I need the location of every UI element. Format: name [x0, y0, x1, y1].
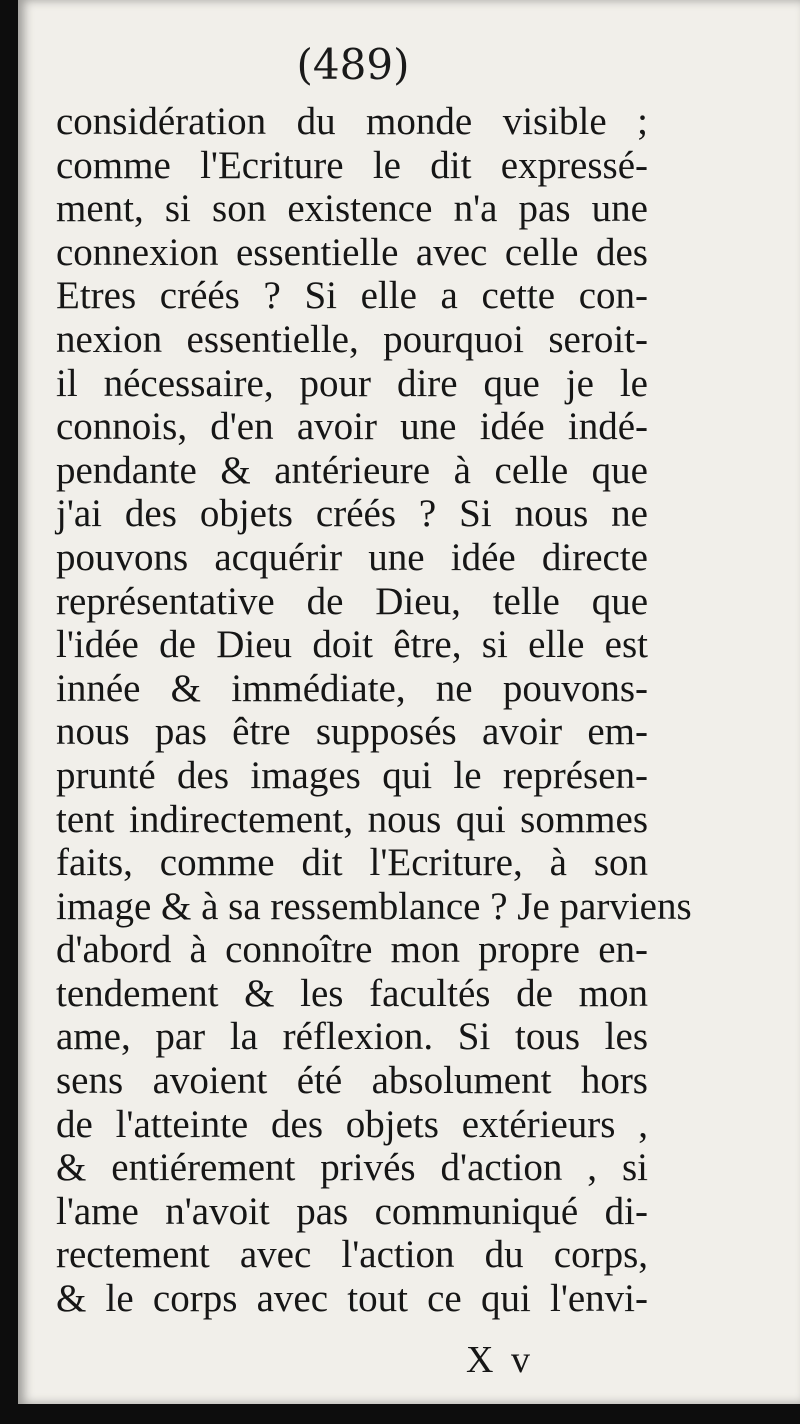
text-line: Etres créés ? Si elle a cette con- — [56, 274, 648, 318]
text-line: il nécessaire, pour dire que je le — [56, 361, 648, 405]
text-line: & le corps avec tout ce qui l'envi- — [56, 1277, 648, 1321]
text-line: nous pas être supposés avoir em- — [56, 710, 648, 754]
text-line: représentative de Dieu, telle que — [56, 579, 648, 623]
text-line: sens avoient été absolument hors — [56, 1059, 648, 1103]
text-line: ment, si son existence n'a pas une — [56, 187, 648, 231]
text-line: pendante & antérieure à celle que — [56, 448, 648, 492]
printer-signature-mark: X v — [466, 1339, 534, 1381]
text-line: l'idée de Dieu doit être, si elle est — [56, 623, 648, 667]
text-line: pouvons acquérir une idée directe — [56, 535, 648, 579]
text-line: innée & immédiate, ne pouvons- — [56, 666, 648, 710]
text-line: comme l'Ecriture le dit expressé- — [56, 143, 648, 187]
text-line: ame, par la réflexion. Si tous les — [56, 1015, 648, 1059]
text-line: considération du monde visible ; — [56, 100, 648, 143]
text-line-italic-phrase: image & à sa ressemblance ? Je parviens — [56, 884, 692, 928]
body-text — [56, 100, 692, 1321]
text-line: tendement & les facultés de mon — [56, 971, 648, 1015]
text-line: connois, d'en avoir une idée indé- — [56, 405, 648, 449]
text-line: rectement avec l'action du corps, — [56, 1233, 648, 1277]
text-line: l'ame n'avoit pas communiqué di- — [56, 1189, 648, 1233]
text-line: prunté des images qui le représen- — [56, 753, 648, 797]
page-number: (489) — [296, 40, 410, 89]
book-page — [18, 0, 800, 1404]
text-line: connexion essentielle avec celle des — [56, 230, 648, 274]
text-line-italic-phrase: tent indirectement, nous qui sommes — [56, 797, 648, 841]
text-line: nexion essentielle, pourquoi seroit- — [56, 317, 648, 361]
text-line: & entiérement privés d'action , si — [56, 1146, 648, 1190]
text-line-italic-phrase: faits, comme dit l'Ecriture, à son — [56, 841, 648, 885]
text-line: de l'atteinte des objets extérieurs , — [56, 1102, 648, 1146]
text-line: d'abord à connoître mon propre en- — [56, 928, 648, 972]
text-line: j'ai des objets créés ? Si nous ne — [56, 492, 648, 536]
